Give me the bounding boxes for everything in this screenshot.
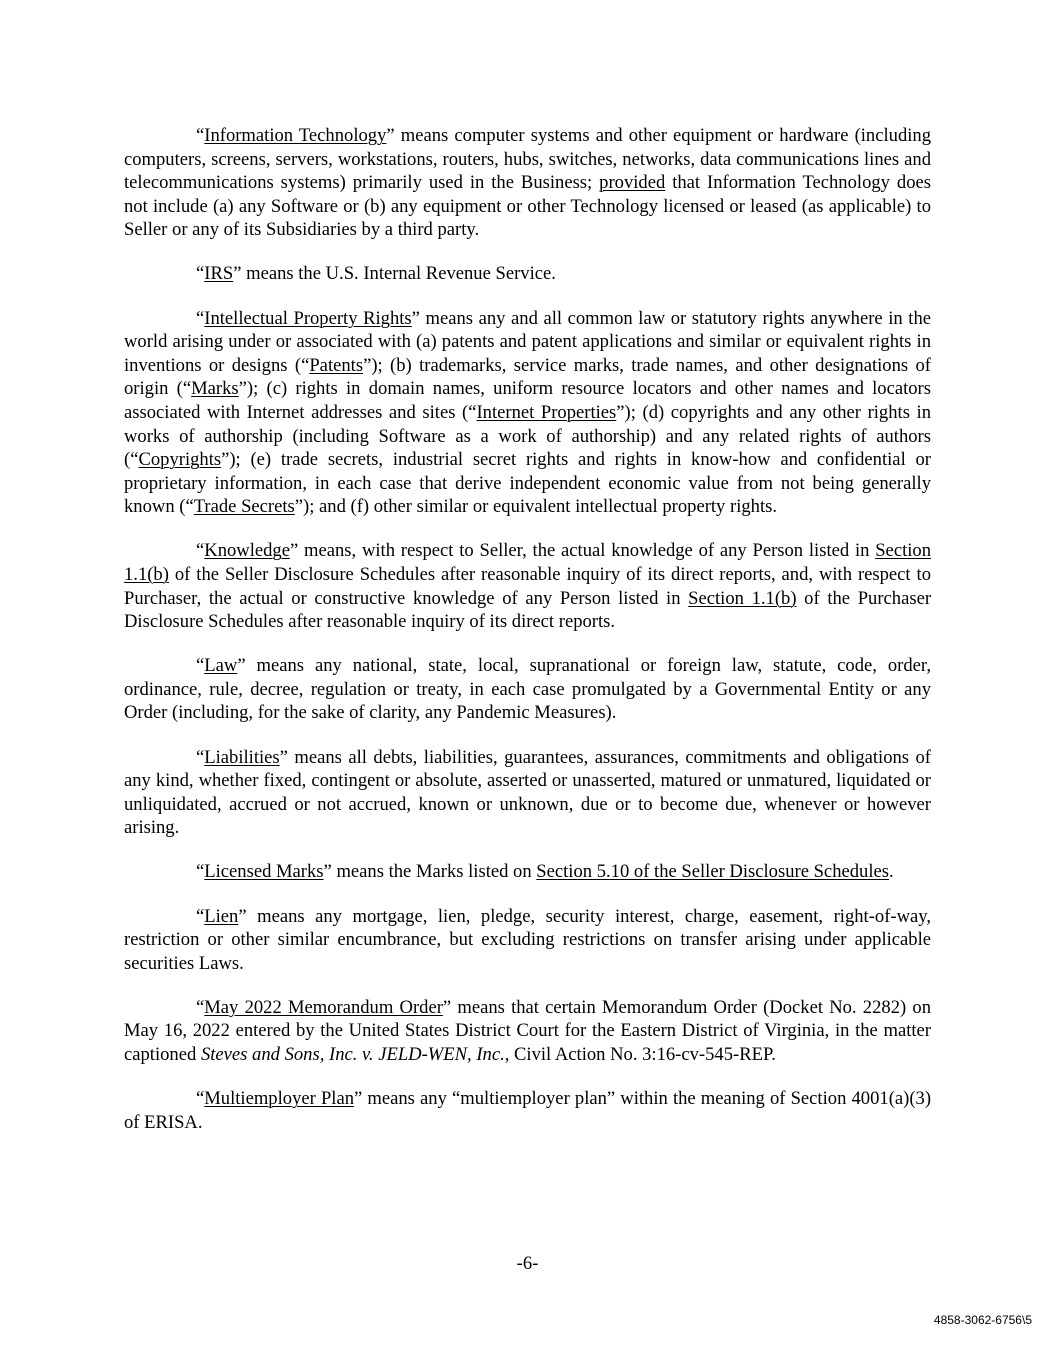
definition-text: “ [196,1088,205,1110]
defined-term: Copyrights [138,449,222,471]
defined-term: Licensed Marks [204,861,324,883]
defined-term: Section 5.10 of the Seller Disclosure Schedules [536,861,889,883]
definition-text: “ [196,746,205,768]
definition-text: ”); (e) trade secrets, industrial secret rights and rights in know-how and confidential or proprietary information, in each case that derive independent economic value from not being generally known (“ [124,449,931,518]
defined-term: Multiemployer Plan [204,1088,355,1110]
definition-paragraph [124,124,931,242]
definition-text: ” means any mortgage, lien, pledge, security interest, charge, easement, right-of-way, restriction or other similar encumbrance, but excluding restrictions on transfer arising under applicable securities Laws. [124,905,931,974]
defined-term: Section 1.1(b) [688,587,797,609]
definition-text: ” means all debts, liabilities, guarantees, assurances, commitments and obligations of any kind, whether fixed, contingent or absolute, asserted or unasserted, matured or unmatured, liquidated or unliquidated, accrued or not accrued, known or unknown, due or to become due, whenever or however arising. [124,746,931,839]
definition-paragraph [124,1087,931,1134]
defined-term: provided [599,172,666,194]
defined-term: Marks [191,378,239,400]
definition-text: ”); (c) rights in domain names, uniform resource locators and other names and locators associated with Internet addresses and sites (“ [124,378,931,423]
definition-text: “ [196,540,205,562]
definition-text: ” means any “multiemployer plan” within the meaning of Section 4001(a)(3) of ERISA. [124,1088,932,1133]
page-number: -6- [516,1253,539,1274]
definitions-section [124,124,931,1155]
defined-term: IRS [204,263,234,285]
definition-text: “ [196,655,205,677]
defined-term: Section 1.1(b) [124,540,931,585]
defined-term: Patents [309,354,364,376]
definition-paragraph [124,996,931,1067]
definition-paragraph [124,860,931,884]
defined-term: Information Technology [204,125,387,146]
defined-term: Internet Properties [476,401,617,423]
definition-text: “ [196,125,205,146]
document-id: 4858-3062-6756\5 [933,1313,1032,1327]
defined-term: Law [204,655,238,677]
case-caption: Steves and Sons, Inc. v. JELD-WEN, Inc. [200,1044,505,1065]
definition-paragraph [124,262,931,286]
defined-term: Liabilities [204,746,280,768]
definition-text: ”); (b) trademarks, service marks, trade names, and other designations of origin (“ [124,354,931,400]
definition-paragraph [124,654,931,725]
definition-text: of the Purchaser Disclosure Schedules after reasonable inquiry of its direct reports. [124,587,932,633]
definition-text: “ [196,307,205,329]
definition-paragraph [124,307,931,519]
definition-text: ” means the U.S. Internal Revenue Service. [233,263,556,285]
definition-text: ” means, with respect to Seller, the actual knowledge of any Person listed in [289,540,876,562]
definition-text: that Information Technology does not include (a) any Software or (b) any equipment or other Technology licensed or leased (as applicable) to Seller or any of its Subsidiaries by a third party. [124,172,931,241]
definition-text: ” means computer systems and other equipment or hardware (including computers, screens, servers, workstations, routers, hubs, switches, networks, data communications lines and telecommunications systems) primarily used in the Business; [124,125,932,194]
defined-term: May 2022 Memorandum Order [204,996,443,1018]
definition-text: “ [196,263,205,285]
definition-text: ”); (d) copyrights and any other rights in works of authorship (including Software as a work of authorship) and any related rights of authors (“ [124,401,931,471]
definition-text: of the Seller Disclosure Schedules after reasonable inquiry of its direct reports, and, with respect to Purchaser, the actual or constructive knowledge of any Person listed in [124,564,931,609]
defined-term: Lien [204,905,239,927]
definition-text: ” means the Marks listed on [323,861,537,883]
definition-text: , Civil Action No. 3:16-cv-545-REP. [504,1044,776,1065]
definition-text: ”); and (f) other similar or equivalent intellectual property rights. [294,496,778,518]
defined-term: Trade Secrets [193,496,295,518]
defined-term: Intellectual Property Rights [204,307,412,329]
definition-paragraph [124,539,931,633]
definition-text: ” means that certain Memorandum Order (Docket No. 2282) on May 16, 2022 entered by the United States District Court for the Eastern District of Virginia, in the matter captioned [124,996,931,1065]
definition-text: ” means any and all common law or statutory rights anywhere in the world arising under or associated with (a) patents and patent applications and similar or equivalent rights in inventions or designs (“ [124,307,931,376]
definition-paragraph [124,905,931,976]
definition-paragraph [124,746,931,840]
definition-text: . [889,861,894,883]
definition-text: “ [196,996,205,1018]
definition-text: “ [196,905,205,927]
definition-text: ” means any national, state, local, supranational or foreign law, statute, code, order, ordinance, rule, decree, regulation or treaty, in each case promulgated by a Governmental Entity or any Order (including, for the sake of clarity, any Pandemic Measures). [124,655,931,724]
definition-text: “ [196,861,205,883]
defined-term: Knowledge [204,540,290,562]
